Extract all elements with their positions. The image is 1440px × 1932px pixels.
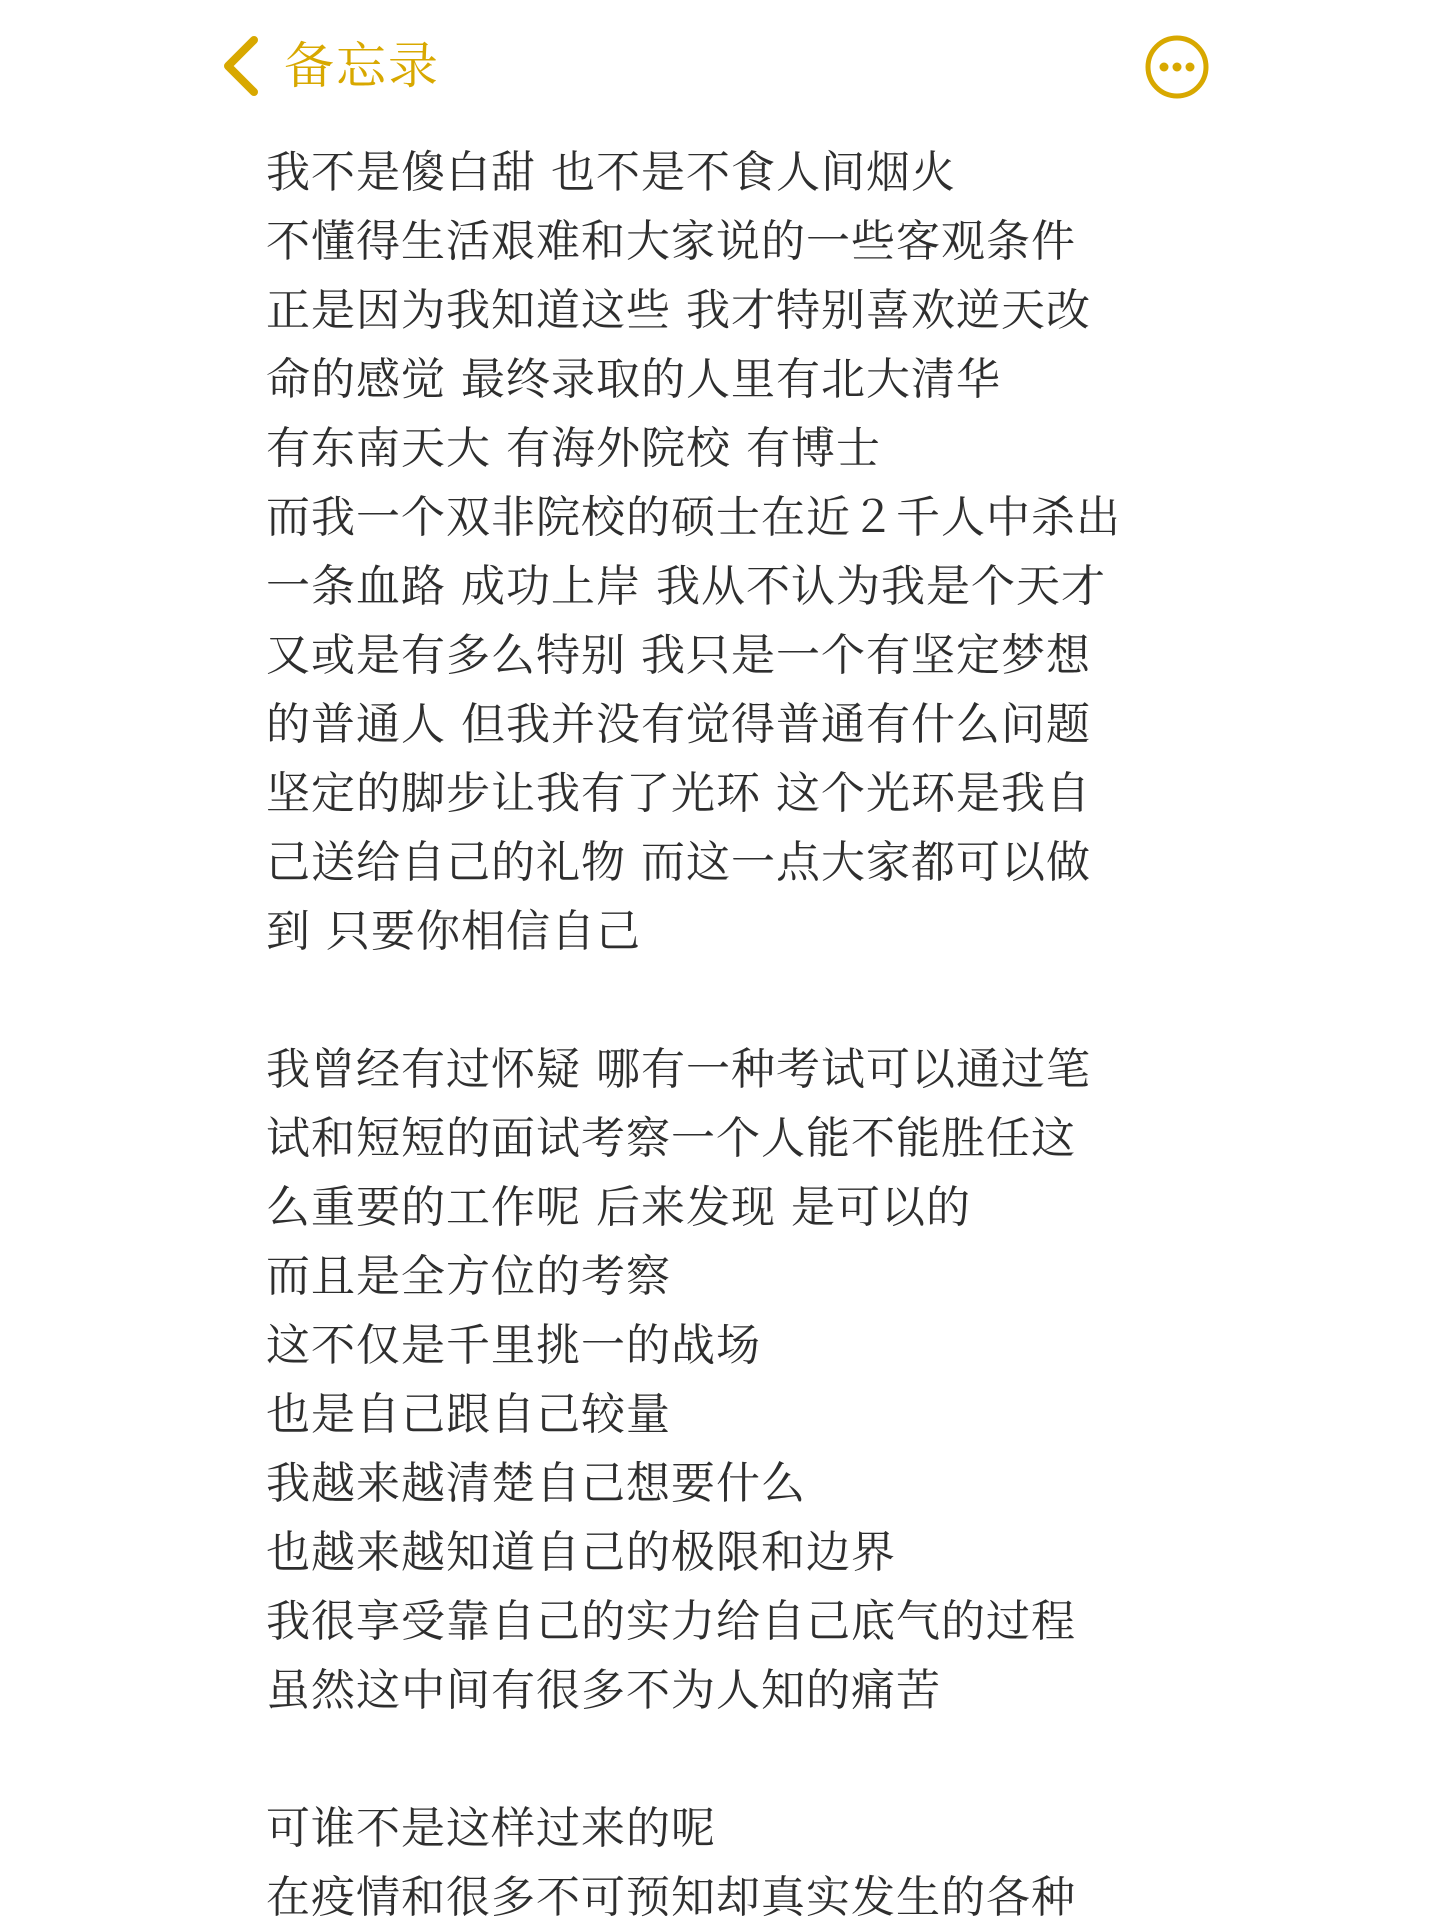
- note-text-line: 也是自己跟自己较量: [266, 1389, 671, 1440]
- more-horizontal-icon: [1144, 34, 1210, 100]
- back-button[interactable]: [220, 34, 440, 98]
- chevron-left-icon: [220, 34, 262, 98]
- note-text-line: 而且是全方位的考察: [266, 1251, 671, 1302]
- note-text-line: 这不仅是千里挑一的战场: [266, 1320, 761, 1371]
- note-text-line: 虽然这中间有很多不为人知的痛苦: [266, 1665, 941, 1716]
- note-text-line: 也越来越知道自己的极限和边界: [266, 1527, 896, 1578]
- note-text-line: 可谁不是这样过来的呢: [266, 1803, 716, 1854]
- note-text-line: 我越来越清楚自己想要什么: [266, 1458, 806, 1509]
- note-text-line: 我曾经有过怀疑 哪有一种考试可以通过笔: [266, 1044, 1091, 1095]
- note-content[interactable]: [266, 138, 1306, 1932]
- paragraph-gap: [266, 966, 1306, 1035]
- note-text-line: 一条血路 成功上岸 我从不认为我是个天才: [266, 561, 1106, 612]
- more-options-button[interactable]: [1144, 34, 1210, 100]
- note-text-line: 不懂得生活艰难和大家说的一些客观条件: [266, 216, 1076, 267]
- note-text-line: 命的感觉 最终录取的人里有北大清华: [266, 354, 1001, 405]
- back-button-label: 备忘录: [284, 37, 440, 95]
- note-text-line: 到 只要你相信自己: [266, 906, 641, 957]
- note-text-line: 而我一个双非院校的硕士在近２千人中杀出: [266, 492, 1121, 543]
- note-text-line: 己送给自己的礼物 而这一点大家都可以做: [266, 837, 1091, 888]
- note-text-line: 的普通人 但我并没有觉得普通有什么问题: [266, 699, 1091, 750]
- note-text-line: 我不是傻白甜 也不是不食人间烟火: [266, 147, 956, 198]
- note-text-line: 在疫情和很多不可预知却真实发生的各种: [266, 1872, 1076, 1923]
- navigation-bar: [0, 0, 1440, 140]
- note-text-line: 我很享受靠自己的实力给自己底气的过程: [266, 1596, 1076, 1647]
- note-text-line: 正是因为我知道这些 我才特别喜欢逆天改: [266, 285, 1091, 336]
- note-text-line: 又或是有多么特别 我只是一个有坚定梦想: [266, 630, 1091, 681]
- note-text-line: 么重要的工作呢 后来发现 是可以的: [266, 1182, 971, 1233]
- paragraph-gap: [266, 1725, 1306, 1794]
- note-text-line: 试和短短的面试考察一个人能不能胜任这: [266, 1113, 1076, 1164]
- note-text-line: 坚定的脚步让我有了光环 这个光环是我自: [266, 768, 1091, 819]
- note-text-line: 有东南天大 有海外院校 有博士: [266, 423, 881, 474]
